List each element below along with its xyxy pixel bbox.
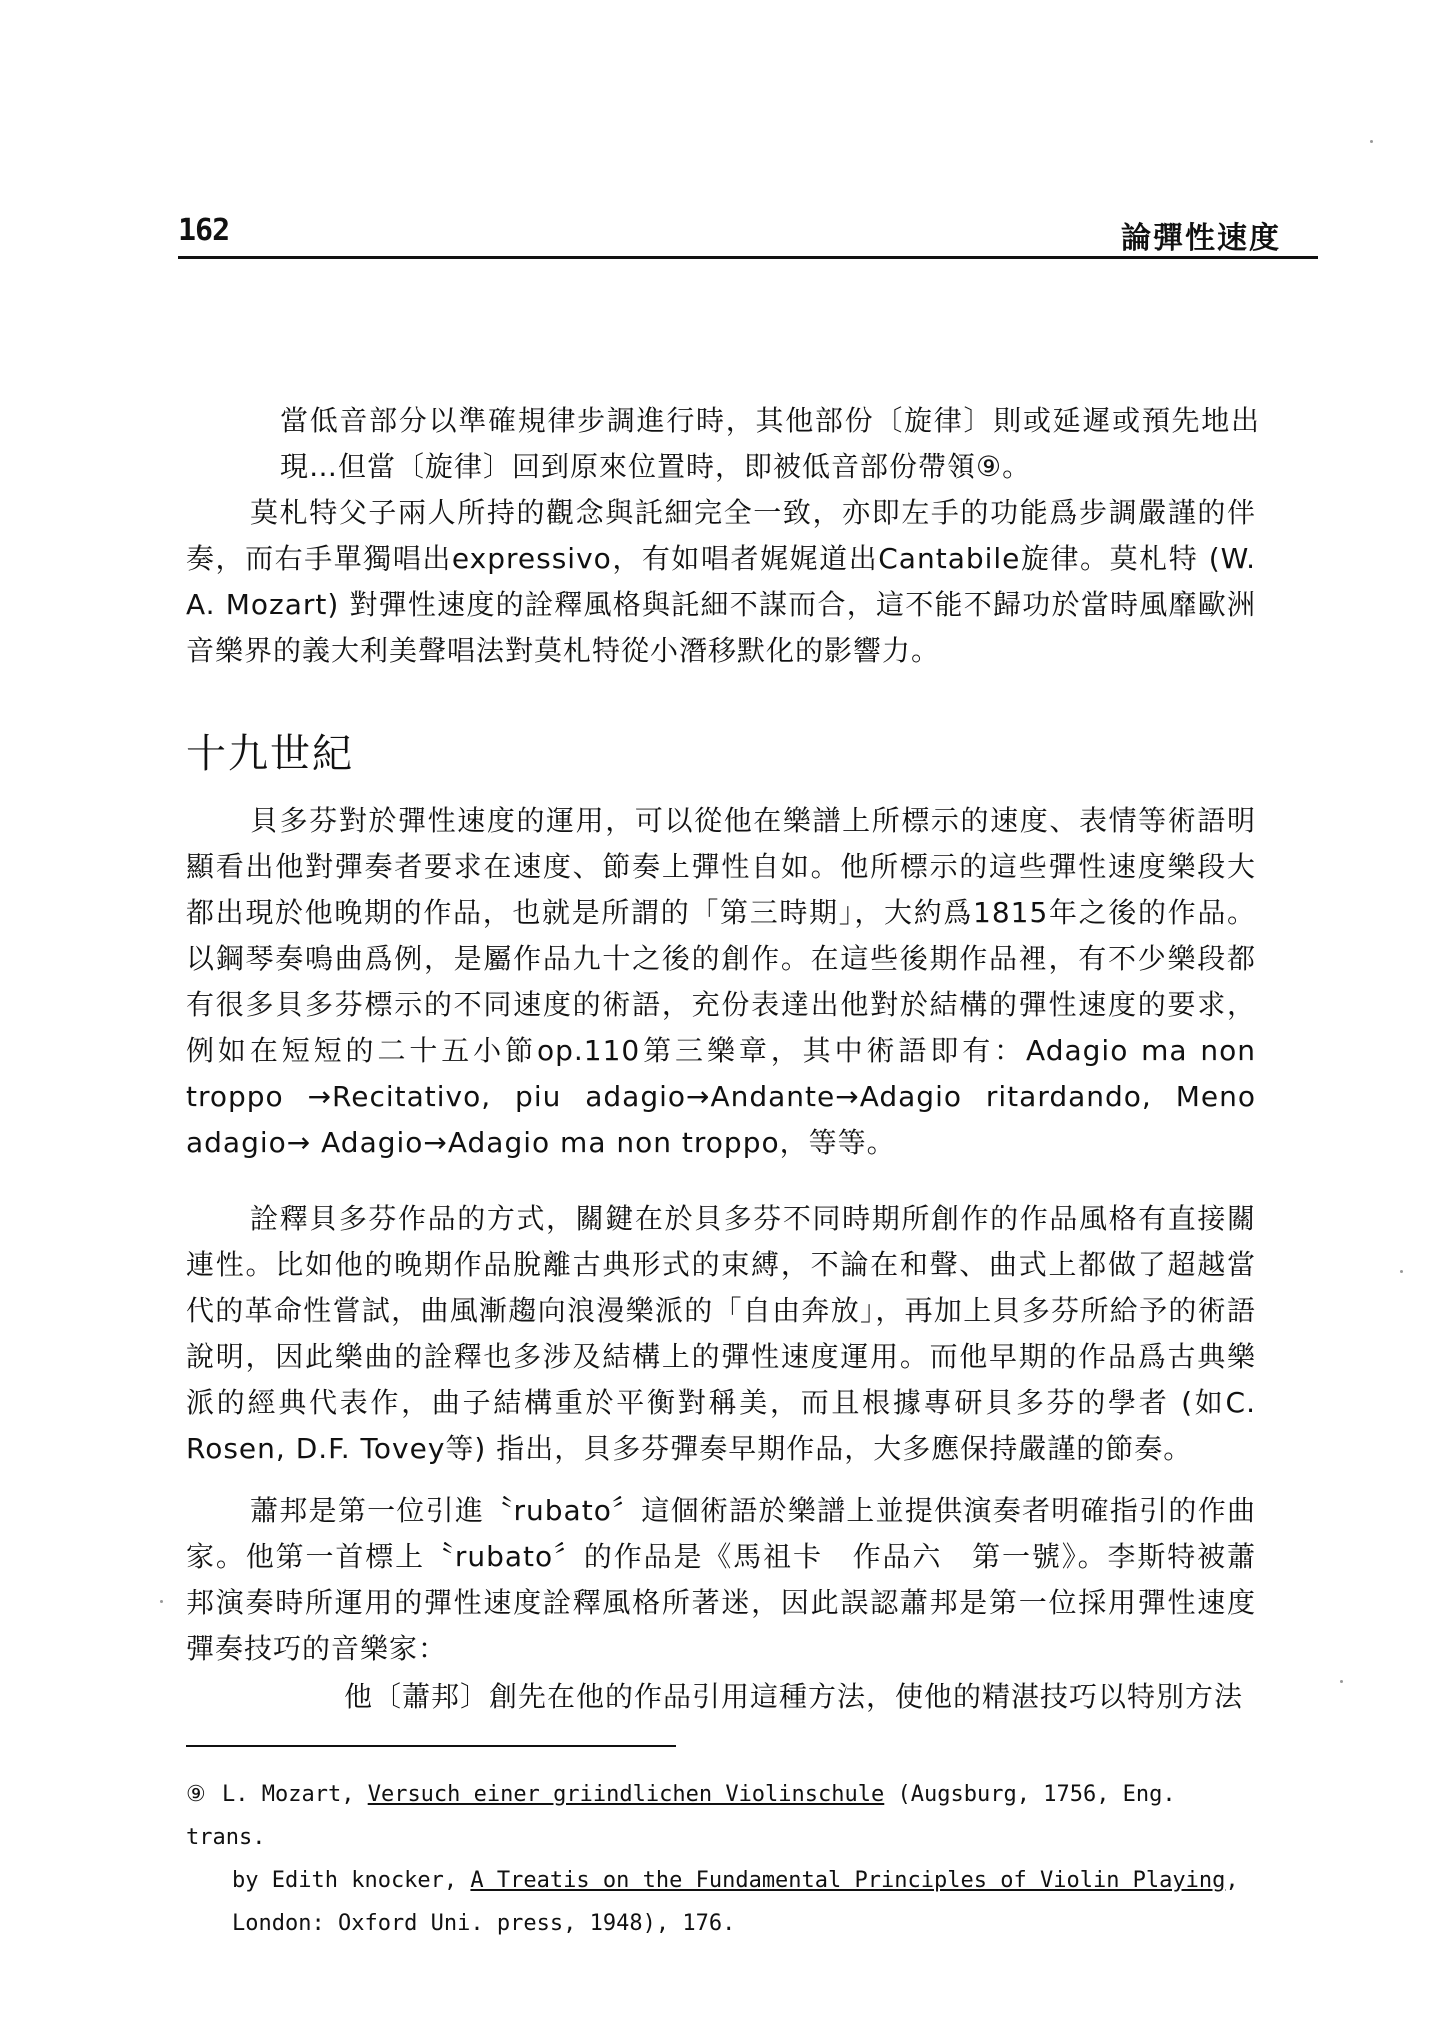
scan-speck — [1400, 1270, 1403, 1273]
block-quote-1: 當低音部分以準確規律步調進行時，其他部份〔旋律〕則或延遲或預先地出現…但當〔旋律〕回到原來位置時，即被低音部份帶領⑨。 — [280, 404, 1260, 483]
paragraph-chopin: 蕭邦是第一位引進〝rubato〞這個術語於樂譜上並提供演奏者明確指引的作曲家。他第一首標上〝rubato〞的作品是《馬祖卡 作品六 第一號》。李斯特被蕭邦演奏時所運用的彈性速度詮釋風格所著迷，因此誤認蕭邦是第一位採用彈性速度彈奏技巧的音樂家： — [186, 1494, 1256, 1665]
paragraph-beethoven-2: 詮釋貝多芬作品的方式，關鍵在於貝多芬不同時期所創作的作品風格有直接關連性。比如他的晚期作品脫離古典形式的束縛，不論在和聲、曲式上都做了超越當代的革命性嘗試，曲風漸趨向浪漫樂派的「自由奔放」，再加上貝多芬所給予的術語說明，因此樂曲的詮釋也多涉及結構上的彈性速度運用。而他早期的作品爲古典樂派的經典代表作，曲子結構重於平衡對稱美，而且根據專研貝多芬的學者 (如C. Rosen, D.F. Tovey等) 指出，貝多芬彈奏早期作品，大多應保持嚴謹的節奏。 — [186, 1202, 1256, 1465]
page-number: 162 — [178, 213, 230, 248]
footnote-line-1: ⑨ L. Mozart, Versuch einer griindlichen Violinschule (Augsburg, 1756, Eng. trans. — [186, 1773, 1256, 1859]
scan-speck — [160, 1600, 163, 1603]
scan-speck — [1340, 1680, 1343, 1683]
block-quote-2: 他〔蕭邦〕創先在他的作品引用這種方法，使他的精湛技巧以特別方法 — [344, 1680, 1244, 1713]
footnote-title-2: A Treatis on the Fundamental Principles of Violin Playing — [470, 1868, 1226, 1893]
footnote-mark: ⑨ — [186, 1782, 206, 1807]
running-title: 論彈性速度 — [1121, 221, 1281, 256]
footnote-rule — [186, 1745, 676, 1747]
scan-speck — [1370, 140, 1373, 143]
paragraph-beethoven-1: 貝多芬對於彈性速度的運用，可以從他在樂譜上所標示的速度、表情等術語明顯看出他對彈奏者要求在速度、節奏上彈性自如。他所標示的這些彈性速度樂段大都出現於他晚期的作品，也就是所謂的「第三時期」，大約爲1815年之後的作品。以鋼琴奏鳴曲爲例，是屬作品九十之後的創作。在這些後期作品裡，有不少樂段都有很多貝多芬標示的不同速度的術語，充份表達出他對於結構的彈性速度的要求，例如在短短的二十五小節op.110第三樂章，其中術語即有：Adagio ma non troppo →Recitativo, piu adagio→Andante→Adagio ritardando, Meno adagio→ Adagio→Adagio ma non troppo，等等。 — [186, 804, 1256, 1159]
paragraph-mozart: 莫札特父子兩人所持的觀念與託細完全一致，亦即左手的功能爲步調嚴謹的伴奏，而右手單獨唱出expressivo，有如唱者娓娓道出Cantabile旋律。莫札特 (W. A. Mozart) 對彈性速度的詮釋風格與託細不謀而合，這不能不歸功於當時風靡歐洲音樂界的義大利美聲唱法對莫札特從小潛移默化的影響力。 — [186, 496, 1256, 667]
footnote-title-1: Versuch einer griindlichen Violinschule — [367, 1782, 885, 1807]
section-heading: 十九世紀 — [186, 731, 354, 777]
footnote-line-3: London: Oxford Uni. press, 1948), 176. — [232, 1911, 736, 1936]
footnote — [186, 1773, 1256, 1945]
header-rule — [178, 256, 1318, 259]
footnote-line-2: by Edith knocker, A Treatis on the Fundamental Principles of Violin Playing, — [232, 1868, 1239, 1893]
